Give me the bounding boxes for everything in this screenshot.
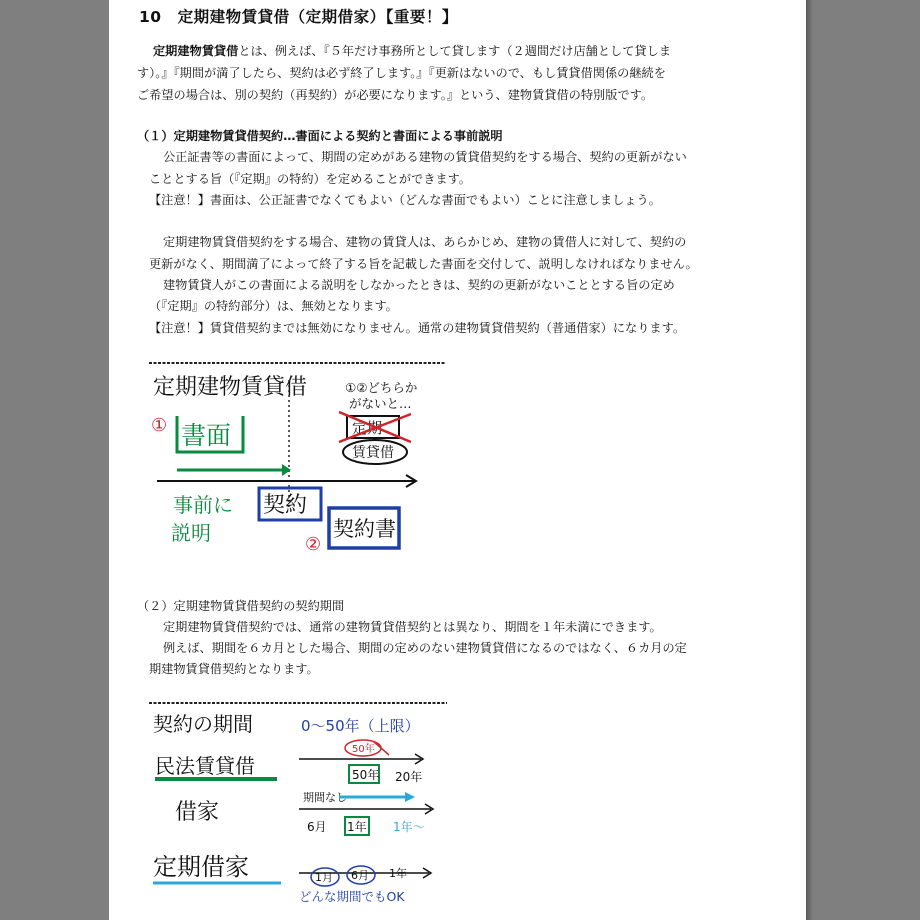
figure1-keiyaku: 契約 [263,493,308,518]
section2-heading: （２）定期建物賃貸借契約の契約期間 [137,599,345,613]
intro-line-1 [153,43,671,59]
figure2-row3-any: どんな期間でもOK [299,889,405,904]
section-title: 10 定期建物賃貸借（定期借家）【重要！】 [139,8,458,26]
figure-teiki-contract [149,360,445,570]
figure2-row2-label: 借家 [175,800,220,825]
figure2-row3-label: 定期借家 [153,853,249,881]
intro-line-1-rest: とは、例えば、『５年だけ事務所として貸します（２週間だけ店舗として貸しま [238,44,671,58]
figure2-row3-1y: 1年 [389,867,407,880]
figure2-row2-1y: 1年 [347,820,367,834]
figure2-row3-6m: 6月 [351,869,369,882]
figure2-range: 0～50年（上限） [301,717,420,735]
figure1-shomen: 書面 [181,421,232,450]
figure2-row1-cross-mark [373,741,389,755]
page-shadow [806,0,813,920]
section2-line2: 例えば、期間を６カ月とした場合、期間の定めのない建物賃貸借になるのではなく、６カ月の定 [163,641,687,655]
section1-p2-line2: 更新がなく、期間満了によって終了する旨を記載した書面を交付して、説明しなければなりません。 [149,257,698,271]
figure-contract-period [149,701,449,915]
figure1-jizen-2: 説明 [171,521,211,545]
document-page [109,0,806,920]
figure1-title: 定期建物賃貸借 [153,375,308,400]
figure2-row2-nolimit: 期間なし [303,791,347,804]
figure1-note-2: がないと… [349,396,412,411]
figure2-title: 契約の期間 [153,712,253,736]
figure1-num1: ① [151,415,168,436]
section1-note1: 【注意！】書面は、公正証書でなくてもよい（どんな書面でもよい）ことに注意しましょう。 [149,193,661,207]
section1-heading: （１）定期建物賃貸借契約…書面による契約と書面による事前説明 [137,129,503,143]
section1-p3-line2: （『定期』の特約部分）は、無効となります。 [149,299,398,313]
section2-line3: 期建物賃貸借契約となります。 [149,662,319,676]
section1-p2-line1: 定期建物賃貸借契約をする場合、建物の賃貸人は、あらかじめ、建物の賃借人に対して、契約の [163,235,687,249]
figure1-keiyakusho: 契約書 [333,517,396,541]
figure2-row2-blue-head [405,792,415,802]
section1-p1-line1: 公正証書等の書面によって、期間の定めがある建物の賃貸借契約をする場合、契約の更新がない [163,150,687,164]
figure1-teiki: 定期 [352,419,383,437]
figure1-num2: ② [305,534,322,555]
figure1-shakuya: 賃貸借 [352,445,394,461]
figure2-row3-1m: 1月 [315,871,333,884]
figure2-row1-cross: 50年 [352,744,375,755]
section2-line1: 定期建物賃貸借契約では、通常の建物賃貸借契約とは異なり、期間を１年未満にできます。 [163,620,662,634]
intro-bold-term: 定期建物賃貸借 [153,44,239,58]
section1-note2: 【注意！】賃貸借契約までは無効になりません。通常の建物賃貸借契約（普通借家）になります。 [149,321,686,335]
figure2-row2-6m: 6月 [307,820,327,834]
figure2-row2-1y-plus: 1年～ [393,820,425,834]
intro-line-3: ご希望の場合は、別の契約（再契約）が必要になります。』という、建物賃貸借の特別版です。 [137,88,654,102]
section1-p1-line2: こととする旨（『定期』の特約）を定めることができます。 [149,172,471,186]
section1-p3-line1: 建物賃貸人がこの書面による説明をしなかったときは、契約の更新がないこととする旨の定め [163,278,675,292]
figure2-row1-20: 20年 [395,770,423,784]
figure1-note-1: ①②どちらか [345,380,418,395]
intro-line-2: す）。』『期間が満了したら、契約は必ず終了します。』『更新はないので、もし賃貸借関係の継続を [137,66,666,80]
figure2-row1-50: 50年 [352,768,380,782]
figure2-row1-label: 民法賃貸借 [155,754,255,778]
figure1-jizen-1: 事前に [173,493,233,517]
